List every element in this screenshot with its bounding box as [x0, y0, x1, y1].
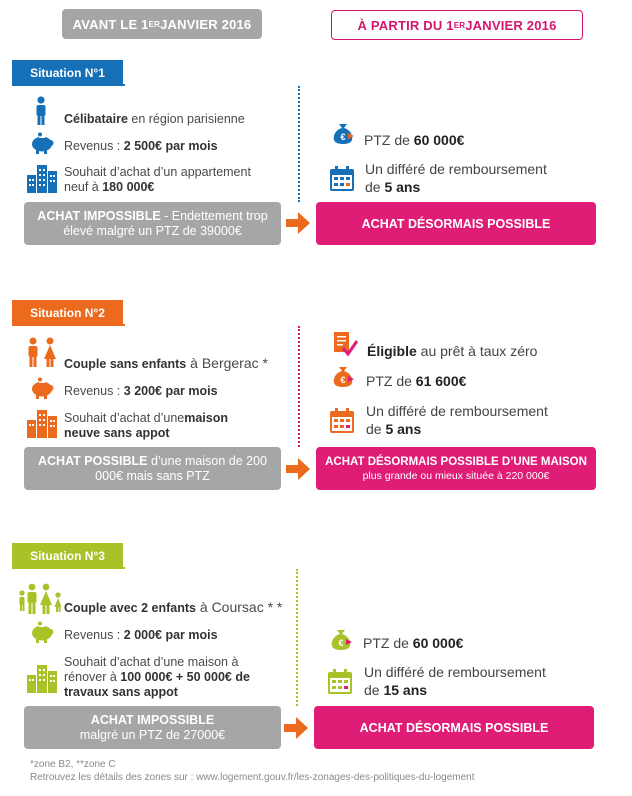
- svg-text:€: €: [338, 638, 344, 648]
- situation-2-ptz-label: PTZ de: [366, 373, 416, 389]
- situation-3-purchase-line2: rénover à: [64, 670, 121, 684]
- situation-3-divider: [296, 569, 298, 706]
- calendar-icon: [327, 669, 353, 695]
- situation-2-eligible-bold: Éligible: [367, 343, 417, 359]
- situation-3-before-result-bold: ACHAT IMPOSSIBLE: [90, 712, 215, 727]
- situation-2-after-result-text: ACHAT DÉSORMAIS POSSIBLE D’UNE MAISON: [325, 455, 587, 468]
- header-before-text: AVANT LE 1: [72, 16, 149, 32]
- money-bag-icon: [329, 627, 353, 651]
- situation-1-profile-rest: en région parisienne: [127, 112, 245, 126]
- situation-2-after-result: [316, 447, 596, 490]
- situation-1-ptz: [364, 131, 464, 149]
- situation-3-ptz-label: PTZ de: [363, 635, 413, 651]
- situation-1-ptz-value: 60 000€: [413, 132, 465, 148]
- footnote-details-label: Retrouvez les détails des zones sur :: [30, 772, 197, 783]
- footnote-details: [30, 771, 475, 784]
- situation-3-deferral-line1: Un différé de remboursement: [364, 664, 546, 680]
- situation-2-ptz: [366, 372, 466, 390]
- footnote-zones-link[interactable]: www.logement.gouv.fr/les-zonages-des-politiques-du-logement: [196, 772, 475, 783]
- situation-2-eligible: [367, 342, 537, 360]
- situation-3-income-value: 2 000€ par mois: [123, 628, 218, 642]
- situation-1-deferral-line2: de: [365, 179, 385, 195]
- situation-3-tag: Situation N°3: [12, 543, 123, 569]
- situation-1-profile-bold: Célibataire: [64, 112, 128, 126]
- situation-3-before-result: [24, 706, 281, 749]
- money-bag-icon: [331, 364, 355, 388]
- situation-2-before-result: [24, 447, 281, 490]
- money-bag-icon: [331, 121, 355, 145]
- situation-3-after-result-text: ACHAT DÉSORMAIS POSSIBLE: [359, 720, 549, 735]
- situation-2-deferral-line1: Un différé de remboursement: [366, 403, 548, 419]
- situation-3-purchase-line3: travaux sans appot: [64, 685, 178, 699]
- situation-1-income-label: Revenus :: [64, 139, 124, 153]
- situation-3-deferral-line2: de: [364, 682, 384, 698]
- svg-text:€: €: [340, 375, 346, 385]
- header-before-sup: ER: [148, 19, 161, 29]
- situation-3-income: [64, 628, 218, 643]
- situation-1-purchase-line2: neuf à: [64, 180, 103, 194]
- situation-2-deferral-duration: 5 ans: [385, 421, 422, 437]
- situation-3-purchase: [64, 655, 250, 700]
- situation-2-income: [64, 384, 218, 399]
- situation-1-before-result: [24, 202, 281, 245]
- arrow-right-icon: [286, 458, 310, 480]
- situation-1-underline: [12, 84, 125, 86]
- situation-2-after-result-sub: plus grande ou mieux située à 220 000€: [362, 469, 550, 482]
- situation-2-purchase-type: maison: [184, 411, 228, 425]
- header-after-text: À PARTIR DU 1: [357, 17, 454, 33]
- situation-1-before-result-rest: - Endettement trop élevé malgré un PTZ de 39000€: [63, 208, 268, 238]
- situation-2-deferral: [366, 402, 548, 438]
- situation-2-purchase-line1: Souhait d’achat d’une: [64, 411, 185, 425]
- building-icon: [27, 408, 57, 438]
- header-after-sup: ER: [453, 20, 466, 30]
- situation-1-after-result: [316, 202, 596, 245]
- calendar-icon: [329, 408, 355, 434]
- situation-2-profile-rest: à Bergerac *: [186, 355, 268, 371]
- situation-2-deferral-line2: de: [366, 421, 386, 437]
- situation-3-profile-bold: Couple avec 2 enfants: [64, 601, 196, 615]
- situation-1-tag: Situation N°1: [12, 60, 123, 86]
- situation-1-income: [64, 139, 218, 154]
- situation-2-income-label: Revenus :: [64, 384, 124, 398]
- situation-2-purchase: [64, 411, 228, 441]
- situation-1-before-result-bold: ACHAT IMPOSSIBLE: [37, 208, 161, 223]
- situation-3-deferral-duration: 15 ans: [383, 682, 428, 698]
- couple-icon: [25, 337, 59, 367]
- situation-3-deferral: [364, 663, 546, 699]
- situation-1-deferral-duration: 5 ans: [384, 179, 421, 195]
- situation-2-underline: [12, 324, 125, 326]
- situation-2-profile: [64, 356, 268, 372]
- situation-3-income-label: Revenus :: [64, 628, 124, 642]
- situation-2-before-result-bold: ACHAT POSSIBLE: [37, 453, 148, 468]
- situation-3-ptz: [363, 634, 463, 652]
- situation-1-ptz-label: PTZ de: [364, 132, 414, 148]
- situation-2-tag: Situation N°2: [12, 300, 123, 326]
- situation-1-before-result-text: [32, 209, 273, 239]
- situation-3-purchase-price: 100 000€ + 50 000€ de: [120, 670, 250, 684]
- situation-2-profile-bold: Couple sans enfants: [64, 357, 187, 371]
- situation-2-income-value: 3 200€ par mois: [123, 384, 218, 398]
- situation-2-purchase-line2: neuve sans appot: [64, 426, 170, 440]
- situation-2-before-result-text: [32, 454, 273, 484]
- document-check-icon: [332, 331, 358, 357]
- person-icon: [34, 96, 48, 126]
- situation-3-profile: [64, 600, 282, 616]
- situation-1-income-value: 2 500€ par mois: [123, 139, 218, 153]
- situation-3-purchase-line1: Souhait d’achat d’une maison à: [64, 655, 239, 669]
- situation-3-after-result: [314, 706, 594, 749]
- situation-1-purchase: [64, 165, 251, 195]
- arrow-right-icon: [286, 212, 310, 234]
- arrow-right-icon: [284, 717, 308, 739]
- calendar-icon: [329, 166, 355, 192]
- piggy-bank-icon: [28, 621, 56, 643]
- header-before-date: JANVIER 2016: [160, 16, 252, 32]
- building-icon: [27, 163, 57, 193]
- situation-2-eligible-rest: au prêt à taux zéro: [416, 343, 538, 359]
- header-after-date: JANVIER 2016: [465, 17, 557, 33]
- piggy-bank-icon: [28, 132, 56, 154]
- situation-2-before-result-rest: d’une maison de 200 000€ mais sans PTZ: [95, 453, 268, 483]
- situation-3-profile-rest: à Coursac * *: [196, 599, 283, 615]
- building-icon: [27, 663, 57, 693]
- situation-1-purchase-line1: Souhait d’achat d’un appartement: [64, 165, 251, 179]
- situation-1-divider: [298, 86, 300, 202]
- situation-1-deferral-line1: Un différé de remboursement: [365, 161, 547, 177]
- situation-2-divider: [298, 326, 300, 447]
- situation-1-after-result-text: ACHAT DÉSORMAIS POSSIBLE: [361, 216, 551, 231]
- situation-2-ptz-value: 61 600€: [415, 373, 467, 389]
- situation-3-before-result-rest: malgré un PTZ de 27000€: [79, 727, 226, 742]
- situation-3-ptz-value: 60 000€: [412, 635, 464, 651]
- piggy-bank-icon: [28, 377, 56, 399]
- svg-text:€: €: [340, 132, 346, 142]
- family-icon: [18, 583, 62, 615]
- header-before-2016: [62, 9, 262, 39]
- footnote-zones: *zone B2, **zone C: [30, 759, 116, 770]
- situation-1-purchase-price: 180 000€: [102, 180, 155, 194]
- header-after-2016: [331, 10, 583, 40]
- situation-1-profile: [64, 112, 245, 127]
- situation-1-deferral: [365, 160, 547, 196]
- situation-3-underline: [12, 567, 125, 569]
- footnote: [30, 758, 475, 784]
